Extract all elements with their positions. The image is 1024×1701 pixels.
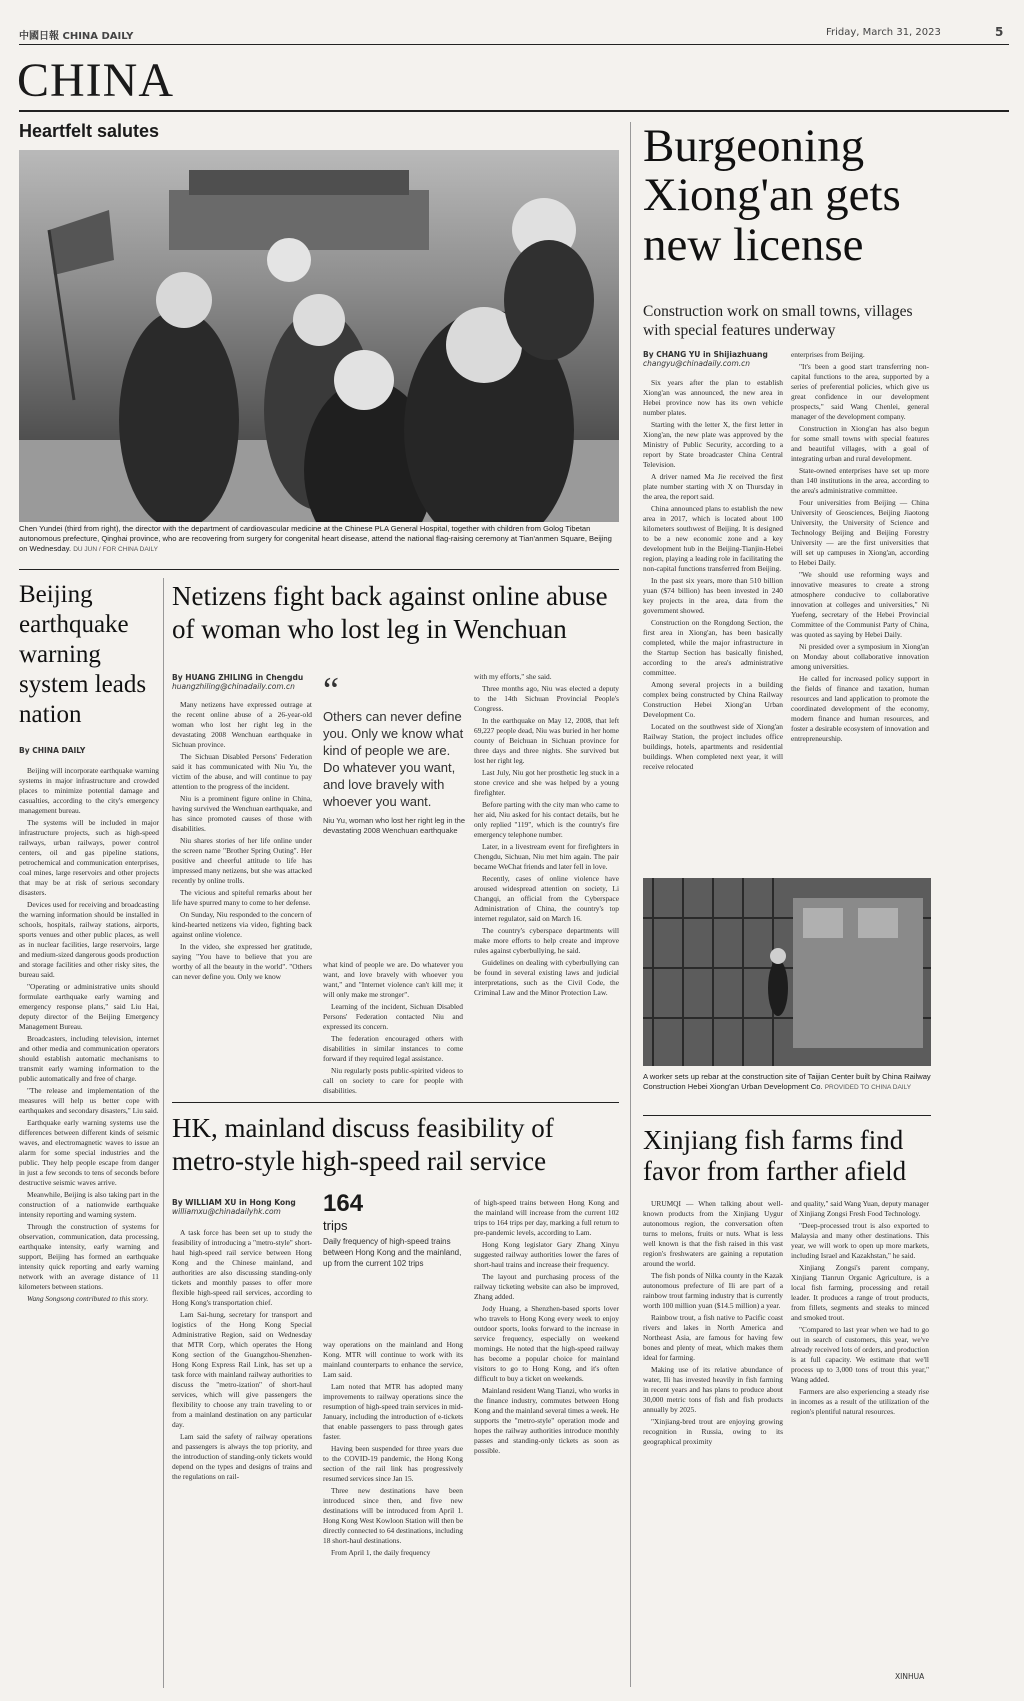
rail-byline: By WILLIAM XU in Hong Kong	[172, 1198, 296, 1207]
netizens-para: Many netizens have expressed outrage at the recent online abuse of a 26-year-old woman who lost her right leg in the devastating 2008 Wenchuan earthquake in Sichuan province.	[172, 700, 312, 749]
netizens-para: The vicious and spiteful remarks about her life have spurred many to come to her defense.	[172, 888, 312, 907]
xinjiang-para: Farmers are also experiencing a steady rise in incomes as a result of the utilization of the region's plentiful natural resources.	[791, 1387, 929, 1416]
xinjiang-column-2	[791, 1199, 929, 1659]
netizens-para: Niu shares stories of her life online under the screen name "Brother Spring Outing". Her positive and cheerful attitude to life has impressed many netizens, but she was attacked recently by online trolls.	[172, 836, 312, 885]
xinjiang-para: "Compared to last year when we had to go out in search of customers, this year, we've already received lots of orders, and production is at full capacity. We estimate that we'll process up to 3,000 tons of trout this year," Wang added.	[791, 1325, 929, 1384]
netizens-para: Later, in a livestream event for firefighters in Chengdu, Sichuan, Niu met him again. The pair became WeChat friends and later fell in love.	[474, 842, 619, 871]
pull-quote-source: Niu Yu, woman who lost her right leg in the devastating 2008 Wenchuan earthquake	[323, 816, 466, 835]
netizens-headline: Netizens fight back against online abuse of woman who lost leg in Wenchuan	[172, 581, 608, 644]
rail-para: A task force has been set up to study the feasibility of introducing a "metro-style" short-haul high-speed rail service between Hong Kong and the Chinese mainland, and authorities are also discussing standing-only tickets and monthly passes to offer more flexible high-speed rail services, according to Hong Kong's transportation chief.	[172, 1228, 312, 1307]
stat-description: Daily frequency of high-speed trains between Hong Kong and the mainland, up from the current 102 trips	[323, 1237, 462, 1268]
netizens-byline: By HUANG ZHILING in Chengdu	[172, 673, 304, 682]
netizens-para: The Sichuan Disabled Persons' Federation said it has communicated with Niu Yu, the victim of the abuse, and will continue to pay attention to the progress of the incident.	[172, 752, 312, 791]
xinjiang-headline: Xinjiang fish farms find favor from farther afield	[643, 1125, 907, 1186]
xiongan-para: Starting with the letter X, the first letter in Xiong'an, the new plate was approved by the Ministry of Public Security, according to a report by State broadcaster China Central Television.	[643, 420, 783, 469]
quake-para: The systems will be included in major infrastructure projects, such as high-speed railways, urban railways, power control centers, oil and gas pipeline stations, petrochemical and communication enterprises, coal mines, large reservoirs and other projects that may be at risk of serious secondary disasters.	[19, 818, 159, 897]
rail-stat-box	[323, 1190, 468, 1269]
section-rule	[19, 110, 1009, 112]
netizens-para: with my efforts," she said.	[474, 672, 552, 681]
xiongan-para: Located on the southwest side of Xiong'an Railway Station, the project includes office buildings, hotels, apartments and residential buildings. When completed next year, it will receive relocated	[643, 722, 783, 771]
netizens-para: Recently, cases of online violence have aroused widespread attention on society, Li Changqi, an official from the Cyberspace Administration of China, the country's top internet regulator, said on March 16.	[474, 874, 619, 923]
xinjiang-para: Xinjiang Zongsi's parent company, Xinjiang Tianrun Organic Agriculture, is a local fish farming, processing and retail leader. It produces a range of trout products, from fillets, segments and steaks to minced and smoked trout.	[791, 1263, 929, 1322]
netizens-para: On Sunday, Niu responded to the concern of kind-hearted netizens via video, fighting back against online violence.	[172, 910, 312, 939]
xiongan-para: Construction on the Rongdong Section, the first area in Xiong'an, has been basically completed, while the major infrastructure in the Startup Section has basically finished, according to the area's administrative committee.	[643, 618, 783, 677]
quake-para: Meanwhile, Beijing is also taking part in the construction of a nationwide earthquake intensity reporting and warning system.	[19, 1190, 159, 1219]
xinjiang-para: and quality," said Wang Yuan, deputy manager of Xinjiang Zongsi Fresh Food Technology.	[791, 1199, 929, 1218]
photo-kicker: Heartfelt salutes	[19, 121, 160, 141]
xinjiang-para: URUMQI — When talking about well-known products from the Xinjiang Uygur autonomous region, the conversation often turns to melons, fruits or nuts. What is less well known is that the fish raised in this vast region's freshwaters are gaining a reputation around the world.	[643, 1199, 783, 1268]
netizens-para: Learning of the incident, Sichuan Disabled Persons' Federation contacted Niu and expressed its concern.	[323, 1002, 463, 1031]
xiongan-deck: Construction work on small towns, villages with special features underway	[643, 303, 913, 339]
netizens-byline-block	[172, 673, 312, 691]
netizens-para: The country's cyberspace departments will make more efforts to help create and improve rules against cyberbullying, he said.	[474, 926, 619, 955]
netizens-column-2	[323, 960, 463, 1095]
xinjiang-para: "Xinjiang-bred trout are enjoying growing recognition in Russia, owing to its geographical proximity	[643, 1417, 783, 1446]
quake-para: "The release and implementation of the measures will help us better cope with earthquakes and secondary disasters," Liu said.	[19, 1086, 159, 1115]
rail-byline-block	[172, 1198, 312, 1216]
xiongan-para: Construction in Xiong'an has also begun for some small towns with special features and beautiful villages, with a goal of integrating urban and rural development.	[791, 424, 929, 463]
rail-column-1	[172, 1228, 312, 1688]
xiongan-byline: By CHANG YU in Shijiazhuang	[643, 350, 768, 359]
xiongan-bottom-rule	[643, 1115, 931, 1116]
netizens-para: what kind of people we are. Do whatever you want, and love bravely with whoever you want," and "Internet violence can't kill me; it will only make me stronger".	[323, 960, 463, 999]
rail-email: williamxu@chinadailyhk.com	[172, 1207, 281, 1216]
xiongan-email: changyu@chinadaily.com.cn	[643, 359, 751, 368]
top-rule	[19, 44, 1009, 45]
quake-byline: By CHINA DAILY	[19, 746, 86, 755]
rail-para: The layout and purchasing process of the railway ticketing website can also be improved, Zhang added.	[474, 1272, 619, 1301]
rail-para: of high-speed trains between Hong Kong and the mainland will increase from the current 102 trips to 164 trips per day, marking a full return to pre-pandemic levels, according to Lam.	[474, 1198, 619, 1237]
rail-para: way operations on the mainland and Hong Kong. MTR will continue to work with its mainland counterparts to enhance the service, Lam said.	[323, 1340, 463, 1379]
rail-para: Having been suspended for three years due to the COVID-19 pandemic, the Hong Kong section of the rail link has progressively resumed services since Jan 15.	[323, 1444, 463, 1483]
xiongan-byline-block	[643, 350, 783, 368]
construction-illustration	[643, 878, 931, 1066]
column-divider-left	[163, 578, 164, 1688]
xinjiang-para: Making use of its relative abundance of water, Ili has invested heavily in fish farming in recent years and has plans to produce about 30,000 metric tons of fish and fish products annually by 2025.	[643, 1365, 783, 1414]
netizens-email: huangzhiling@chinadaily.com.cn	[172, 682, 295, 691]
xiongan-column-2	[791, 350, 929, 868]
photo-bottom-rule	[19, 569, 619, 570]
netizens-column-1	[172, 700, 312, 1095]
photo-credit: DU JUN / FOR CHINA DAILY	[73, 546, 158, 553]
construction-caption	[643, 1072, 931, 1093]
xiongan-para: A driver named Ma Jie received the first plate number starting with X on Thursday in the area, the report said.	[643, 472, 783, 501]
xinjiang-agency: XINHUA	[895, 1672, 925, 1681]
xiongan-para: Ni presided over a symposium in Xiong'an on Monday about collaborative innovation among universities.	[791, 642, 929, 671]
quake-para: Devices used for receiving and broadcasting the warning information should be installed in schools, hospitals, railway stations, airports, sports venues and other public places, as well as in nuclear facilities, large reservoirs, large and medium-sized dangerous goods production and storage facilities and other risky sites, the bureau said.	[19, 900, 159, 979]
column-divider-right	[630, 122, 631, 1687]
quake-para: Broadcasters, including television, internet and other media and communication operators should establish automatic mechanisms to transmit early warning information to the public automatically and free of charge.	[19, 1034, 159, 1083]
pull-quote-text: Others can never define you. Only we know what kind of people we are. Do whatever you want, and love bravely with whoever you want.	[323, 709, 464, 809]
netizens-para: Guidelines on dealing with cyberbullying can be found in several existing laws and judicial interpretations, such as the Civil Code, the Criminal Law and the Minor Protection Law.	[474, 958, 619, 997]
quake-para: "Operating or administrative units should formulate earthquake early warning and emergency response plans," said Liu Hai, deputy director of the Beijing Emergency Management Bureau.	[19, 982, 159, 1031]
xiongan-column-1	[643, 378, 783, 868]
rail-para: Lam Sai-hung, secretary for transport and logistics of the Hong Kong Special Administrative Region, said on Wednesday that MTR Corp, which operates the Hong Kong section of the Guangzhou-Shenzhen-Hong Kong Express Rail Link, has set up a task force with mainland railway authorities to discuss the "metro-ization" of short-haul services, which will give passengers the flexibility to choose any train traveling to or from a mainland destination on any particular day.	[172, 1310, 312, 1429]
rail-headline: HK, mainland discuss feasibility of metro-style high-speed rail service	[172, 1113, 554, 1176]
xiongan-para: Six years after the plan to establish Xiong'an was announced, the new area in Hebei province now has its own vehicle number plates.	[643, 378, 783, 417]
flag-ceremony-photo	[19, 150, 619, 522]
rail-para: Mainland resident Wang Tianzi, who works in the finance industry, commutes between Hong Kong and the mainland several times a week. He supports the "metro-style" operation mode and hopes the railway authorities introduce monthly passes and standing-only tickets as soon as possible.	[474, 1386, 619, 1455]
photo-caption-text: Chen Yundei (third from right), the director with the department of cardiovascular medicine at the Chinese PLA General Hospital, together with children from Golog Tibetan autonomous prefecture, Qinghai province, who are recovering from surgery for congenital heart disease, attend the national flag-raising ceremony at Tian'anmen Square, Beijing on Wednesday.	[19, 524, 612, 553]
rail-para: Jody Huang, a Shenzhen-based sports lover who travels to Hong Kong every week to enjoy outdoor sports, looks forward to the increase in service frequency, especially on weekend mornings. He noted that the high-speed railway has become a popular choice for mainland visitors to go to Hong Kong, and it's often difficult to buy a ticket on weekends.	[474, 1304, 619, 1383]
netizens-para: The federation encouraged others with disabilities in similar instances to come forward if they required legal assistance.	[323, 1034, 463, 1063]
construction-photo	[643, 878, 931, 1066]
quote-mark-icon: “	[323, 670, 339, 710]
quake-para: Earthquake early warning systems use the differences between different kinds of seismic waves, and electromagnetic waves to issue an alarm for some special industries and the public. They help people escape from danger in just a few seconds to tens of seconds before destructive seismic waves arrive.	[19, 1118, 159, 1187]
construction-credit: PROVIDED TO CHINA DAILY	[824, 1084, 912, 1091]
rail-para: Hong Kong legislator Gary Zhang Xinyu suggested railway authorities lower the fares of short-haul trains and increase their frequency.	[474, 1240, 619, 1269]
xinjiang-para: The fish ponds of Nilka county in the Kazak autonomous prefecture of Ili are part of a rainbow trout farming industry that is currently worth 100 million yuan ($14.5 million) a year.	[643, 1271, 783, 1310]
pull-quote	[323, 672, 468, 836]
xinjiang-para: Rainbow trout, a fish native to Pacific coast rivers and lakes in North America and Northeast Asia, are famous for having few bones and plenty of meat, which makes them ideal for farming.	[643, 1313, 783, 1362]
netizens-para: Last July, Niu got her prosthetic leg stuck in a stone crevice and she was helped by a young firefighter.	[474, 768, 619, 797]
xiongan-para: enterprises from Beijing.	[791, 350, 865, 359]
netizens-bottom-rule	[172, 1102, 619, 1103]
netizens-para: Niu regularly posts public-spirited videos to call on society to care for people with disabilities.	[323, 1066, 463, 1095]
issue-date: Friday, March 31, 2023	[826, 27, 941, 38]
netizens-para: In the video, she expressed her gratitude, saying "You have to believe that you are worthy of all the beauty in the world". "Others can never define you. Only we know	[172, 942, 312, 981]
netizens-para: In the earthquake on May 12, 2008, that left 69,227 people dead, Niu was buried in her home county of Beichuan in Sichuan province for three days and three nights. She survived but lost her right leg.	[474, 716, 619, 765]
quake-headline: Beijing earthquake warning system leads nation	[19, 581, 147, 728]
photo-illustration	[19, 150, 619, 522]
stat-number: 164	[323, 1190, 364, 1217]
section-title: CHINA	[17, 54, 174, 107]
quake-para: Beijing will incorporate earthquake warning systems in major infrastructure and crowded places to minimize potential damage and casualties, according to the city's emergency management bureau.	[19, 766, 159, 815]
construction-caption-text: A worker sets up rebar at the construction site of Taijian Center built by China Railway Construction Hebei Xiong'an Urban Development Co.	[643, 1072, 931, 1091]
rail-para: From April 1, the daily frequency	[331, 1548, 431, 1557]
netizens-para: Three months ago, Niu was elected a deputy to the 14th Sichuan Provincial People's Congress.	[474, 684, 619, 713]
xinjiang-para: "Deep-processed trout is also exported to Malaysia and many other destinations. This year, we will work to open up more markets, including Israel and Kazakhstan," he said.	[791, 1221, 929, 1260]
netizens-column-3	[474, 672, 619, 1095]
rail-para: Lam noted that MTR has adopted many improvements to railway operations since the resumption of high-speed train services in mid-January, including the introduction of e-tickets that enable passengers to pass through gates faster.	[323, 1382, 463, 1441]
rail-para: Three new destinations have been introduced since then, and five new destinations will be introduced from April 1. Hong Kong West Kowloon Station will then be directly connected to 64 destinations, including 18 short-haul destinations.	[323, 1486, 463, 1545]
quake-body	[19, 766, 159, 1691]
quake-para: Through the construction of systems for observation, communication, data processing, earthquake intensity, early warning and support, Beijing has formed an earthquake intensity quick reporting and early warning network with an average distance of 11 kilometers between stations.	[19, 1222, 159, 1291]
xiongan-para: "It's been a good start transferring non-capital functions to the area, supported by a series of preferential policies, which give us great confidence in our development prospects," said Wang Chenlei, general manager of the development company.	[791, 362, 929, 421]
xiongan-para: China announced plans to establish the new area in 2017, which is located about 100 kilometers southwest of Beijing. It is designed to be a new economic zone and a key development hub in the Beijing-Tianjin-Hebei region, playing a leading role in facilitating the non-capital functions transferred from Beijing.	[643, 504, 783, 573]
netizens-para: Niu is a prominent figure online in China, having survived the Wenchuan earthquake, and has since promoted causes of those with disabilities.	[172, 794, 312, 833]
xiongan-para: Among several projects in a building complex being constructed by China Railway Construction Hebei Xiong'an Urban Development Co.	[643, 680, 783, 719]
xiongan-headline: Burgeoning Xiong'an gets new license	[643, 120, 901, 271]
xiongan-para: He called for increased policy support in the fields of finance and taxation, human resources and land application to promote the coordinated development of the economy, modern finance and human resources, and foster a desirable ecosystem of innovation and entrepreneurship.	[791, 674, 929, 743]
xiongan-para: State-owned enterprises have set up more than 140 institutions in the area, according to the area's administrative committee.	[791, 466, 929, 495]
quake-para: Wang Songsong contributed to this story.	[27, 1294, 149, 1303]
netizens-para: Before parting with the city man who came to her aid, Niu asked for his contact details, but he only replied "119", which is the country's fire emergency telephone number.	[474, 800, 619, 839]
masthead: 中國日報 CHINA DAILY	[19, 31, 134, 42]
rail-para: Lam said the safety of railway operations and passengers is always the top priority, and the introduction of standing-only tickets would depend on the types and designs of trains and the regulations on rail-	[172, 1432, 312, 1481]
photo-caption	[19, 524, 619, 555]
page-number: 5	[995, 25, 1004, 39]
xiongan-para: "We should use reforming ways and innovative measures to create a strong atmosphere conducive to collaborative innovation at colleges and universities," Ni Yuefeng, secretary of the Hebei Provincial Committee of the Communist Party of China, was quoted as saying by Hebei Daily.	[791, 570, 929, 639]
xiongan-para: In the past six years, more than 510 billion yuan ($74 billion) has been invested in 240 key projects in the area, data from the government showed.	[643, 576, 783, 615]
stat-unit: trips	[323, 1218, 348, 1233]
xiongan-para: Four universities from Beijing — China University of Geosciences, Beijing Jiaotong University, the University of Science and Technology Beijing and Beijing Forestry University — are the first universities that will set up campuses in Xiong'an, according to Hebei Daily.	[791, 498, 929, 567]
rail-column-2	[323, 1340, 463, 1688]
xinjiang-column-1	[643, 1199, 783, 1659]
rail-column-3	[474, 1198, 619, 1688]
